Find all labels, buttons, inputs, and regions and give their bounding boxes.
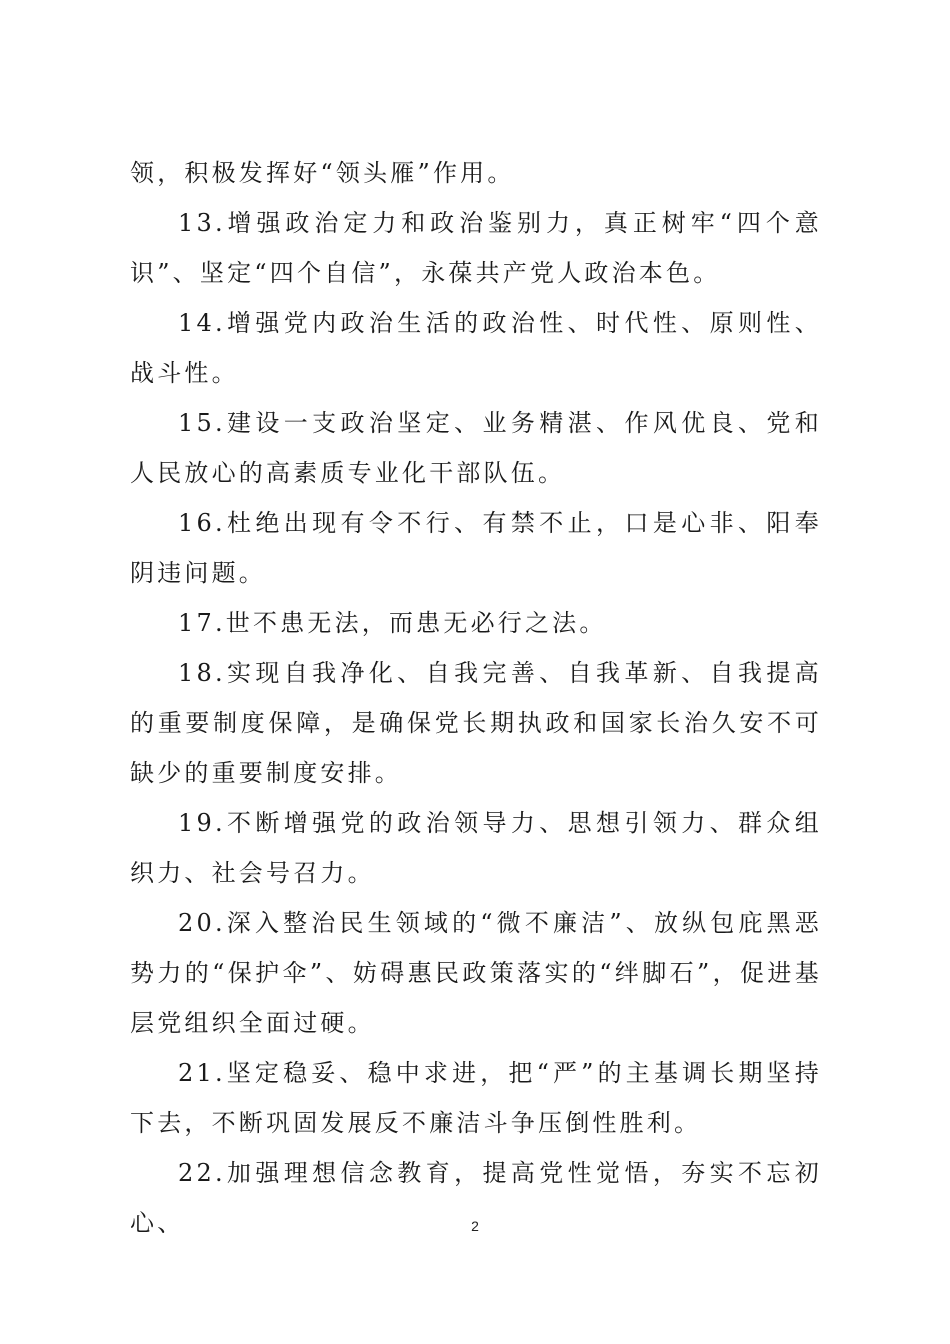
- paragraph-item-15: 15.建设一支政治坚定、业务精湛、作风优良、党和人民放心的高素质专业化干部队伍。: [130, 409, 822, 487]
- paragraph-item-14: 14.增强党内政治生活的政治性、时代性、原则性、战斗性。: [130, 309, 822, 387]
- paragraph-item-13: 13.增强政治定力和政治鉴别力，真正树牢“四个意识”、坚定“四个自信”，永葆共产党人政治本色。: [130, 209, 822, 287]
- paragraph-item-19: 19.不断增强党的政治领导力、思想引领力、群众组织力、社会号召力。: [130, 809, 822, 887]
- page-number: 2: [471, 1218, 479, 1234]
- paragraph-item-18: 18.实现自我净化、自我完善、自我革新、自我提高的重要制度保障，是确保党长期执政和国家长治久安不可缺少的重要制度安排。: [130, 659, 822, 787]
- paragraph-item-22: 22.加强理想信念教育，提高党性觉悟，夯实不忘初心、: [130, 1159, 822, 1237]
- paragraph-item-16: 16.杜绝出现有令不行、有禁不止，口是心非、阳奉阴违问题。: [130, 509, 822, 587]
- document-body: [130, 148, 822, 1248]
- paragraph-continuation: 领，积极发挥好“领头雁”作用。: [130, 159, 515, 187]
- paragraph-item-21: 21.坚定稳妥、稳中求进，把“严”的主基调长期坚持下去，不断巩固发展反不廉洁斗争压倒性胜利。: [130, 1059, 822, 1137]
- paragraph-item-20: 20.深入整治民生领域的“微不廉洁”、放纵包庇黑恶势力的“保护伞”、妨碍惠民政策落实的“绊脚石”，促进基层党组织全面过硬。: [130, 909, 822, 1037]
- paragraph-item-17: 17.世不患无法，而患无必行之法。: [178, 609, 607, 637]
